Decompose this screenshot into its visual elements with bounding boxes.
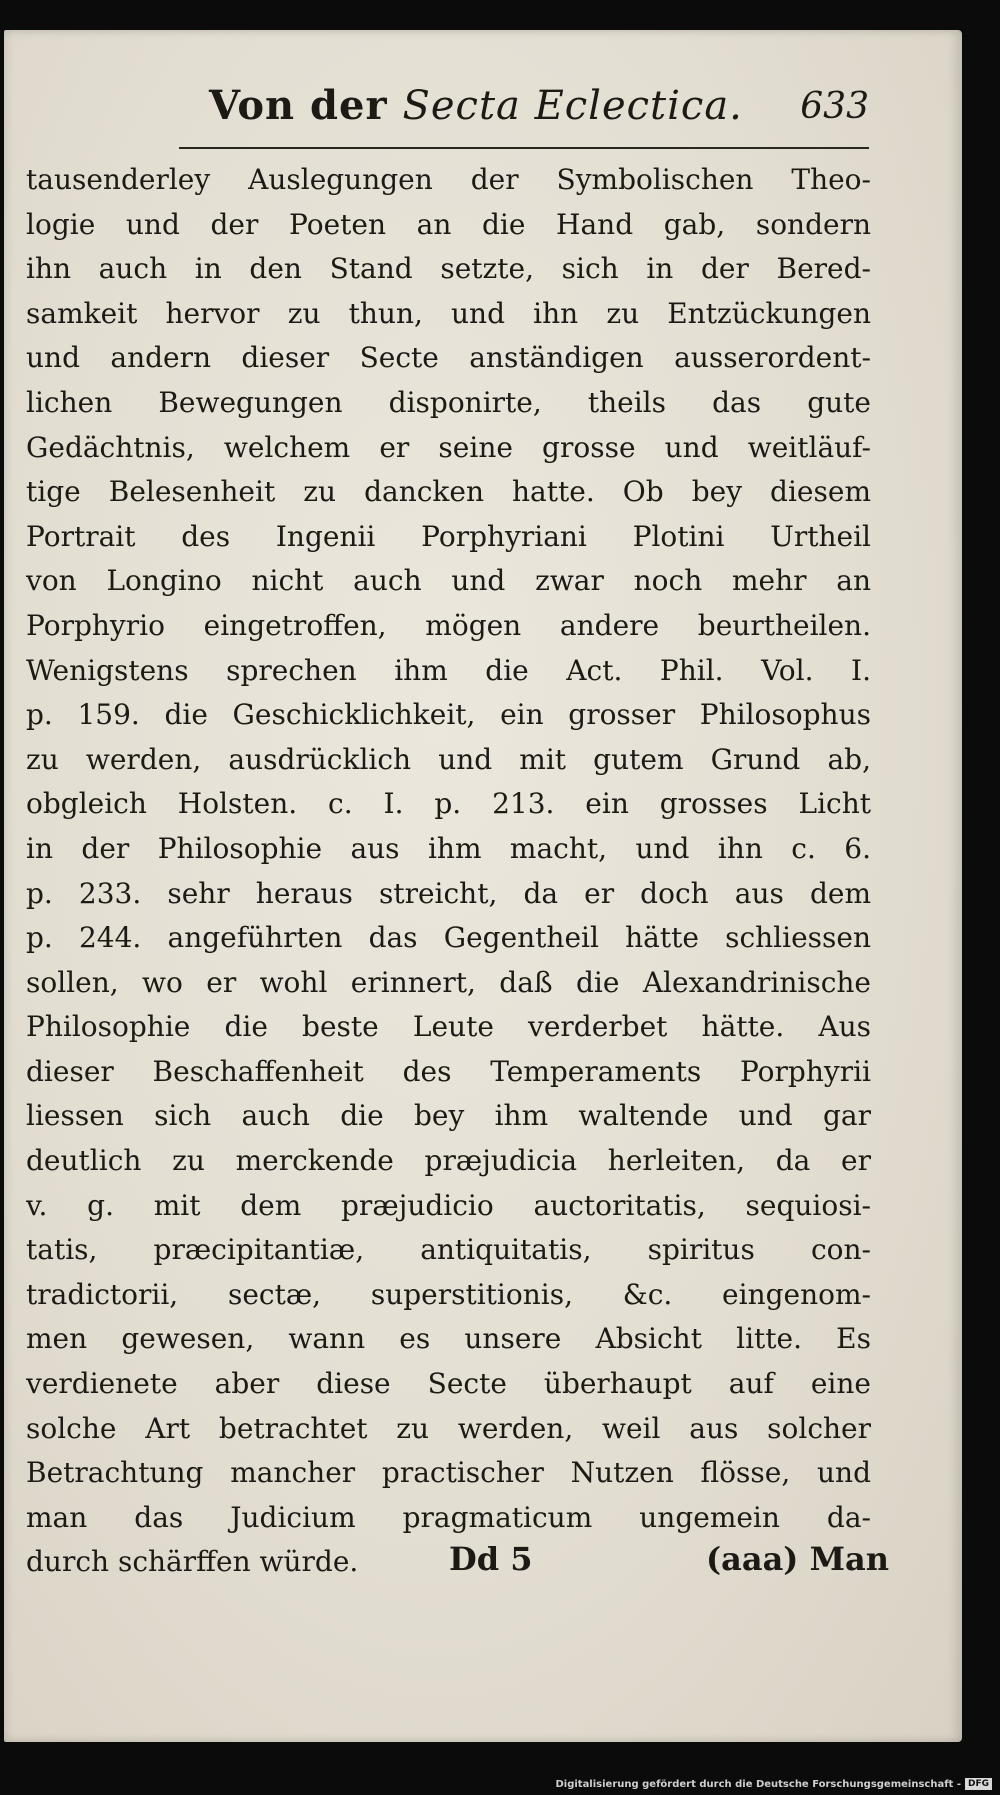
running-title	[209, 82, 743, 129]
text-line: tausenderley Auslegungen der Symbolischen Theo-	[26, 163, 871, 196]
text-line: deutlich zu merckende præjudicia herleiten, da er	[26, 1144, 871, 1178]
book-page	[4, 30, 962, 1742]
dfg-logo-badge: DFG	[965, 1778, 992, 1790]
text-line: Portrait des Ingenii Porphyriani Plotini Urtheil	[26, 519, 871, 553]
text-line: Gedächtnis, welchem er seine grosse und weitläuf-	[26, 430, 871, 464]
text-line: man das Judicium pragmaticum ungemein da-	[26, 1500, 871, 1534]
page-number: 633	[800, 86, 869, 127]
text-line: obgleich Holsten. c. I. p. 213. ein grosses Licht	[26, 787, 871, 821]
running-title-latin: Secta Eclectica.	[402, 83, 743, 129]
catchword: (aaa) Man	[705, 1540, 889, 1578]
text-line: p. 159. die Geschicklichkeit, ein grosser Philosophus	[26, 698, 871, 732]
text-line: tige Belesenheit zu dancken hatte. Ob bey diesem	[26, 475, 871, 509]
text-line: logie und der Poeten an die Hand gab, sondern	[26, 207, 871, 241]
digitization-credit	[555, 1777, 992, 1791]
text-line: tradictorii, sectæ, superstitionis, &c. eingenom-	[26, 1277, 871, 1311]
running-header	[209, 68, 869, 138]
credit-text: Digitalisierung gefördert durch die Deutsche Forschungsgemeinschaft -	[555, 1778, 961, 1790]
text-line: men gewesen, wann es unsere Absicht litte. Es	[26, 1322, 871, 1356]
text-line: dieser Beschaffenheit des Temperaments Porphyrii	[26, 1054, 871, 1088]
text-line: zu werden, ausdrücklich und mit gutem Grund ab,	[26, 742, 871, 776]
text-line: sollen, wo er wohl erinnert, daß die Alexandrinische	[26, 965, 871, 999]
signature-mark: Dd 5	[449, 1540, 533, 1578]
header-rule	[179, 147, 869, 149]
text-line: Philosophie die beste Leute verderbet hätte. Aus	[26, 1010, 871, 1044]
text-line: p. 233. sehr heraus streicht, da er doch aus dem	[26, 876, 871, 910]
text-line: solche Art betrachtet zu werden, weil aus solcher	[26, 1411, 871, 1445]
text-line: ihn auch in den Stand setzte, sich in der Bered-	[26, 252, 871, 286]
text-line: Porphyrio eingetroffen, mögen andere beurtheilen.	[26, 608, 871, 642]
text-line: tatis, præcipitantiæ, antiquitatis, spiritus con-	[26, 1233, 871, 1267]
body-text	[26, 158, 871, 1585]
text-line: von Longino nicht auch und zwar noch mehr an	[26, 564, 871, 598]
page-footer	[449, 1540, 889, 1600]
text-line: in der Philosophie aus ihm macht, und ihn c. 6.	[26, 831, 871, 865]
text-line: lichen Bewegungen disponirte, theils das gute	[26, 385, 871, 419]
text-line: p. 244. angeführten das Gegentheil hätte schliessen	[26, 921, 871, 955]
text-line: durch schärffen würde.	[26, 1545, 359, 1579]
text-line: liessen sich auch die bey ihm waltende und gar	[26, 1099, 871, 1133]
running-title-german: Von der	[209, 82, 403, 129]
text-line: Wenigstens sprechen ihm die Act. Phil. Vol. I.	[26, 653, 871, 687]
text-line: verdienete aber diese Secte überhaupt auf eine	[26, 1367, 871, 1401]
text-line: Betrachtung mancher practischer Nutzen flösse, und	[26, 1456, 871, 1490]
text-line: samkeit hervor zu thun, und ihn zu Entzückungen	[26, 296, 871, 330]
text-line: v. g. mit dem præjudicio auctoritatis, sequiosi-	[26, 1188, 871, 1222]
text-line: und andern dieser Secte anständigen ausserordent-	[26, 341, 871, 375]
